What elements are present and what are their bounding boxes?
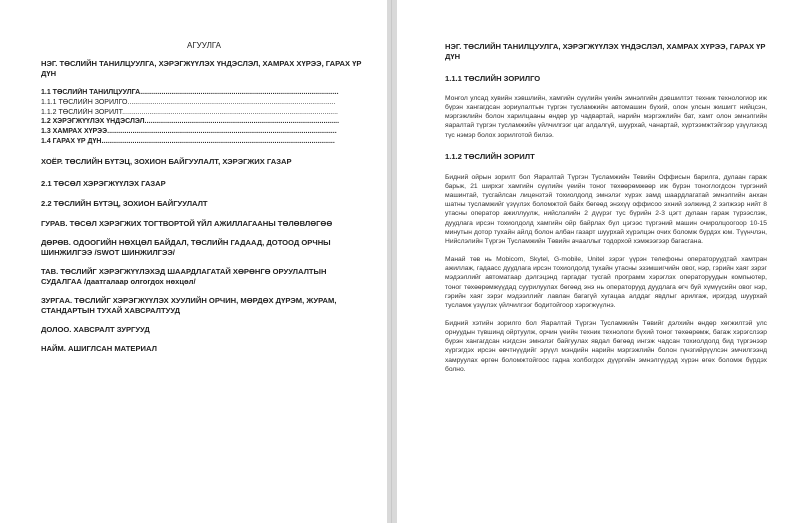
toc-section[interactable]: ТАВ. ТӨСЛИЙГ ХЭРЭГЖҮҮЛЭХЭД ШААРДЛАГАТАЙ ХӨРӨНГӨ ОРУУЛАЛТЫН СУДАЛГАА /даатгалаар олгогдох нөхцөл/: [41, 266, 327, 286]
toc-label: 1.4 ГАРАХ ҮР ДҮН: [41, 137, 102, 145]
toc-section[interactable]: ЗУРГАА. ТӨСЛИЙГ ХЭРЭГЖҮҮЛЭХ ХУУЛИЙН ОРЧИН, МӨРДӨХ ДҮРЭМ, ЖУРАМ, СТАНДАРТЫН ТУХАЙ ХАВСРАЛТУУД: [41, 295, 337, 315]
toc-dots: ...........................................................................................................: [127, 98, 336, 106]
toc-dots: ......................................................................................................: [140, 89, 339, 96]
toc-row[interactable]: [41, 137, 367, 147]
toc-row[interactable]: [41, 88, 367, 98]
toc-section[interactable]: НАЙМ. АШИГЛСАН МАТЕРИАЛ: [41, 343, 157, 353]
paragraph: Манай төв нь Mobicom, Skytel, G-mobile, Unitel зэрэг үүрэн телефоны операторуудтай хамтран ажиллаж, гадаасс дуудлага ирсэн тохиолдолд тухайн утасны эзэмшигчийн овог, нэр, гэрийн хаяг зэрэг мэдээллийг автоматаар дэлгэцэнд гаргадаг тусгай программ хэрэглэх операторуудын компьютер, тоног төхөөрөмжүүдад суурилуулах бөгөөд энэ нь операторууд дуудлага өгч буй хүмүүсийн овог нэр, гэрийн хаяг зэрэг мэдээллийг лавлан багагүй хугацаа алддаг явдлыг арилгаж, ирэгдэд шуурхай тусламж үзүүлэх үйлчилгээг бодитойгоор хэрэгжүүлнэ.: [445, 256, 767, 309]
toc-section[interactable]: ДӨРӨВ. ОДООГИЙН НӨХЦӨЛ БАЙДАЛ, ТӨСЛИЙН ГАДААД, ДОТООД ОРЧНЫ ШИНЖИЛГЭЭ /SWOT ШИНЖИЛГЭЭ/: [41, 237, 331, 257]
toc-section[interactable]: 2.2 ТӨСЛИЙН БҮТЭЦ, ЗОХИОН БАЙГУУЛАЛТ: [41, 198, 208, 208]
toc-label: 1.1 ТӨСЛИЙН ТАНИЛЦУУЛГА: [41, 89, 141, 96]
toc-label: 1.1.2 ТӨСЛИЙН ЗОРИЛТ: [41, 108, 123, 116]
paragraph: Бидний ойрын зорилт бол Яаралтай Түргэн Тусламжийн Тевийн Оффисын барилга, дулаан гараж барьж, 21 ширхэг хамгийн сүүлийн үеийн тоног төхөөрөмжөөр иж бүрэн тоноглогдсон түргэний машинтай, тусгайлсан лицензтэй тохиолдолд эмнэлэг хүрэх замд шаардлагатай эмнэлгийн анхан шатны тусламжийг үзүүлэх боломжтой байх бөгөөд энэхүү оффисоо эхний ээлжинд 2 ээлжээр нийт 8 утасны оператор ажиллуулж, нийслэлийн 2 дүүрэг тус бүрийн 2-3 цэгт дулаан гараж түрээслэж, дуудлага ирсэн тохиолдолд хамгийн ойр байрлах бүл цэгээс түргэний машин очиролцоогоор 10-15 минутын дотор тухайн айлд болон албан газарт шуурхай хүрэлцэн очих боломж бүрдэх юм. Түүнчлэн, Нийслэлийн Түргэн Тусламжийн Төвийн ачааллыг тодорхой хэмжээгээр багасгана.: [445, 173, 767, 245]
toc-section[interactable]: ГУРАВ. ТӨСӨЛ ХЭРЭГЖИХ ТОГТВОРТОЙ ҮЙЛ АЖИЛЛАГААНЫ ТӨЛӨВЛӨГӨӨ: [41, 218, 333, 228]
paragraph: Бидний хэтийн зорилго бол Яаралтай Түргэн Тусламжийн Төвийг дэлхийн өндөр хөгжилтэй улс орнуудын түвшинд ойртуулж, орчин үеийн техник технологи бүхий тоног төхөөрөмж, багаж хэрэгслээр бүрэн хангагдсан нэгдсэн эмнэлэг байгуулах явдал бөгөөд ингэж чадсан тохиолдолд бид түргэнээр хүргэгдэх ирсэн өвчтнүүдийг эрүүл мэндийн нарийн мэргэжлийн болон гүнзгийрүүлсэн эмчилгээнд хамруулах өргөн боломжтойгоос гадна холбогдох дүүргийн эмнэлгүүдэд хүрэн өгөх боломж бүрдэх болно.: [445, 319, 767, 373]
toc-label: 1.1.1 ТӨСЛИЙН ЗОРИЛГО: [41, 98, 128, 106]
toc-dots: ......................................................................................................................: [107, 128, 337, 136]
toc-dots: ....................................................................................................: [144, 118, 340, 126]
toc-row[interactable]: [41, 127, 367, 137]
toc-row[interactable]: [41, 117, 367, 127]
toc-row[interactable]: [41, 98, 367, 108]
page-divider: [387, 0, 397, 523]
right-page: [397, 0, 787, 523]
paragraph: Монгол улсад хувийн хэвшлийн, хамгийн сүүлийн үеийн эмнэлгийн дэвшилтэт техник технологиор иж бүрэн хангагдсан зориулалтын түргэн тусламжийн автомашин бүхий, олон улсын жишигт нийцсэн, мэргэжлийн болон харилцааны өндөр ур чадвартай, нарийн мэргэжлийн бат, хамт олон эмнэлгийн яаралтай түргэн тусламжийн үйлчилгээг цаг алдалгүй, шуурхай, чанартай, хүртээмжтэйгээр үзүүлэхэд түс нэмэр болох зорилготой билээ.: [445, 95, 767, 139]
toc-dots: ...............................................................................................................: [122, 108, 338, 116]
chapter1-heading: НЭГ. ТӨСЛИЙН ТАНИЛЦУУЛГА, ХЭРЭГЖҮҮЛЭХ ҮНДЭСЛЭЛ, ХАМРАХ ХҮРЭЭ, ГАРАХ ҮР ДҮН: [41, 59, 362, 78]
toc-row[interactable]: [41, 108, 367, 118]
toc-section[interactable]: ХОЁР. ТӨСЛИЙН БҮТЭЦ, ЗОХИОН БАЙГУУЛАЛТ, ХЭРЭГЖИХ ГАЗАР: [41, 156, 292, 166]
toc-label: 1.3 ХАМРАХ ХҮРЭЭ: [41, 128, 108, 136]
toc-label: 1.2 ХЭРЭГЖҮҮЛЭХ ҮНДЭСЛЭЛ: [41, 118, 145, 126]
toc-section[interactable]: 2.1 ТӨСӨЛ ХЭРЭГЖҮҮЛЭХ ГАЗАР: [41, 178, 166, 188]
toc-section[interactable]: ДОЛОО. ХАВСРАЛТ ЗУРГУУД: [41, 324, 150, 334]
left-page: [0, 0, 387, 523]
section-heading: 1.1.2 ТӨСЛИЙН ЗОРИЛТ: [445, 151, 535, 161]
toc-title: АГУУЛГА: [187, 41, 221, 50]
toc-dots: ........................................................................................................................: [101, 137, 335, 145]
chapter-heading: НЭГ. ТӨСЛИЙН ТАНИЛЦУУЛГА, ХЭРЭГЖҮҮЛЭХ ҮНДЭСЛЭЛ, ХАМРАХ ХҮРЭЭ, ГАРАХ ҮР ДҮН: [445, 42, 766, 61]
section-heading: 1.1.1 ТӨСЛИЙН ЗОРИЛГО: [445, 74, 541, 83]
